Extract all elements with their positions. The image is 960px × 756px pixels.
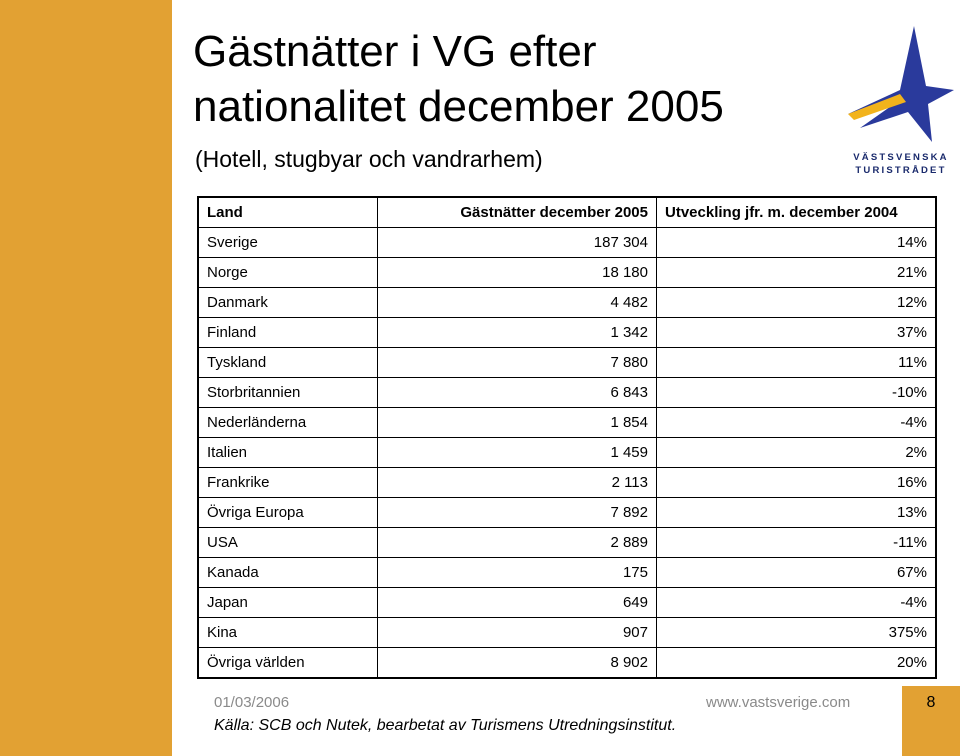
cell-gastnatter: 18 180 xyxy=(378,258,657,288)
cell-land: Övriga Europa xyxy=(198,498,378,528)
cell-utveckling: 37% xyxy=(657,318,937,348)
cell-gastnatter: 1 342 xyxy=(378,318,657,348)
cell-land: USA xyxy=(198,528,378,558)
cell-land: Frankrike xyxy=(198,468,378,498)
cell-utveckling: -10% xyxy=(657,378,937,408)
cell-utveckling: 21% xyxy=(657,258,937,288)
cell-land: Norge xyxy=(198,258,378,288)
table-row xyxy=(198,648,936,679)
source-note: Källa: SCB och Nutek, bearbetat av Turismens Utredningsinstitut. xyxy=(214,717,677,734)
cell-utveckling: 375% xyxy=(657,618,937,648)
cell-land: Övriga världen xyxy=(198,648,378,679)
table-row xyxy=(198,348,936,378)
cell-gastnatter: 649 xyxy=(378,588,657,618)
cell-utveckling: 2% xyxy=(657,438,937,468)
page-subtitle: (Hotell, stugbyar och vandrarhem) xyxy=(195,146,543,172)
left-accent-bar xyxy=(0,0,172,756)
cell-utveckling: -11% xyxy=(657,528,937,558)
cell-utveckling: 12% xyxy=(657,288,937,318)
cell-gastnatter: 2 889 xyxy=(378,528,657,558)
cell-gastnatter: 6 843 xyxy=(378,378,657,408)
footer-url: www.vastsverige.com xyxy=(706,694,851,711)
table-row xyxy=(198,408,936,438)
column-header-gastnatter: Gästnätter december 2005 xyxy=(378,197,657,228)
table-row xyxy=(198,258,936,288)
table-header-row xyxy=(198,197,936,228)
page-number: 8 xyxy=(902,686,960,756)
cell-land: Japan xyxy=(198,588,378,618)
cell-utveckling: -4% xyxy=(657,588,937,618)
cell-land: Italien xyxy=(198,438,378,468)
logo-star-shape xyxy=(848,26,954,142)
table-row xyxy=(198,288,936,318)
table-row xyxy=(198,498,936,528)
title-line-2: nationalitet december 2005 xyxy=(193,82,724,131)
cell-land: Danmark xyxy=(198,288,378,318)
cell-utveckling: 16% xyxy=(657,468,937,498)
logo-line-2: TURISTRÅDET xyxy=(855,165,947,176)
cell-utveckling: 14% xyxy=(657,228,937,258)
cell-land: Storbritannien xyxy=(198,378,378,408)
cell-land: Tyskland xyxy=(198,348,378,378)
logo-line-1: VÄSTSVENSKA xyxy=(853,152,949,163)
cell-gastnatter: 1 459 xyxy=(378,438,657,468)
cell-gastnatter: 7 892 xyxy=(378,498,657,528)
footer-date: 01/03/2006 xyxy=(214,694,290,711)
table-row xyxy=(198,588,936,618)
cell-land: Nederländerna xyxy=(198,408,378,438)
column-header-land: Land xyxy=(198,197,378,228)
table-row xyxy=(198,468,936,498)
table-row xyxy=(198,558,936,588)
cell-utveckling: 11% xyxy=(657,348,937,378)
table-row xyxy=(198,618,936,648)
table-row xyxy=(198,528,936,558)
table-row xyxy=(198,228,936,258)
cell-gastnatter: 4 482 xyxy=(378,288,657,318)
cell-utveckling: 13% xyxy=(657,498,937,528)
cell-gastnatter: 187 304 xyxy=(378,228,657,258)
column-header-utveckling: Utveckling jfr. m. december 2004 xyxy=(657,197,937,228)
cell-gastnatter: 8 902 xyxy=(378,648,657,679)
cell-utveckling: 67% xyxy=(657,558,937,588)
cell-gastnatter: 7 880 xyxy=(378,348,657,378)
cell-utveckling: 20% xyxy=(657,648,937,679)
cell-land: Kanada xyxy=(198,558,378,588)
cell-land: Sverige xyxy=(198,228,378,258)
cell-utveckling: -4% xyxy=(657,408,937,438)
cell-gastnatter: 1 854 xyxy=(378,408,657,438)
page-title xyxy=(193,24,724,134)
table-row xyxy=(198,438,936,468)
cell-gastnatter: 907 xyxy=(378,618,657,648)
logo-text xyxy=(842,151,960,177)
cell-gastnatter: 2 113 xyxy=(378,468,657,498)
table-row xyxy=(198,318,936,348)
cell-land: Finland xyxy=(198,318,378,348)
table-row xyxy=(198,378,936,408)
title-line-1: Gästnätter i VG efter xyxy=(193,27,597,76)
cell-gastnatter: 175 xyxy=(378,558,657,588)
statistics-table xyxy=(197,196,937,679)
cell-land: Kina xyxy=(198,618,378,648)
